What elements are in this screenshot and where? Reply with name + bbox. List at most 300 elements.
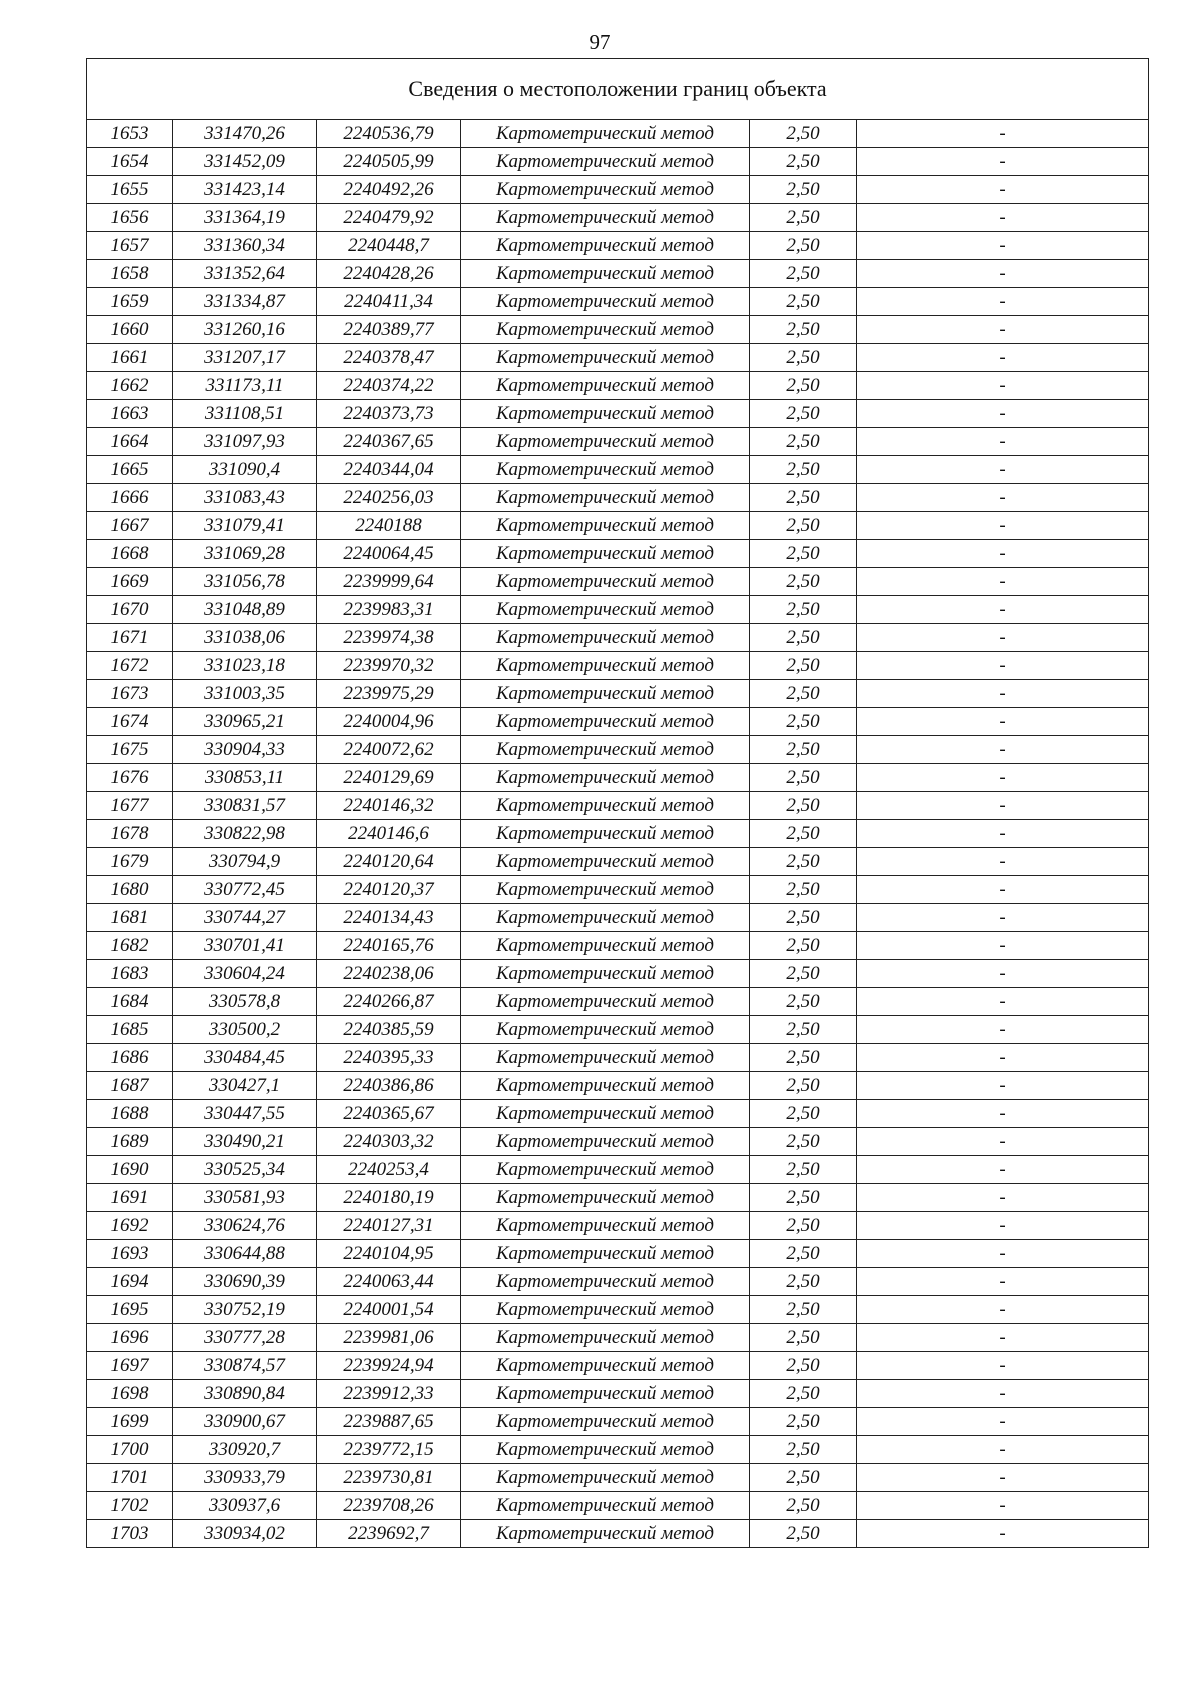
y-coordinate-cell: 2239887,65: [317, 1408, 461, 1436]
point-number-cell: 1700: [87, 1436, 173, 1464]
point-number-cell: 1654: [87, 148, 173, 176]
description-cell: -: [857, 820, 1149, 848]
point-number-cell: 1661: [87, 344, 173, 372]
point-number-cell: 1692: [87, 1212, 173, 1240]
description-cell: -: [857, 400, 1149, 428]
description-cell: -: [857, 540, 1149, 568]
x-coordinate-cell: 330690,39: [173, 1268, 317, 1296]
x-coordinate-cell: 331334,87: [173, 288, 317, 316]
x-coordinate-cell: 330933,79: [173, 1464, 317, 1492]
method-cell: Картометрический метод: [461, 1380, 750, 1408]
point-number-cell: 1701: [87, 1464, 173, 1492]
description-cell: -: [857, 288, 1149, 316]
method-cell: Картометрический метод: [461, 652, 750, 680]
method-cell: Картометрический метод: [461, 960, 750, 988]
description-cell: -: [857, 624, 1149, 652]
accuracy-cell: 2,50: [750, 1352, 857, 1380]
point-number-cell: 1683: [87, 960, 173, 988]
y-coordinate-cell: 2240104,95: [317, 1240, 461, 1268]
table-row: [87, 988, 1149, 1016]
method-cell: Картометрический метод: [461, 792, 750, 820]
method-cell: Картометрический метод: [461, 624, 750, 652]
table-row: [87, 540, 1149, 568]
y-coordinate-cell: 2240373,73: [317, 400, 461, 428]
y-coordinate-cell: 2240492,26: [317, 176, 461, 204]
method-cell: Картометрический метод: [461, 1268, 750, 1296]
method-cell: Картометрический метод: [461, 1520, 750, 1548]
y-coordinate-cell: 2240146,32: [317, 792, 461, 820]
point-number-cell: 1688: [87, 1100, 173, 1128]
point-number-cell: 1703: [87, 1520, 173, 1548]
table-row: [87, 1100, 1149, 1128]
accuracy-cell: 2,50: [750, 1408, 857, 1436]
y-coordinate-cell: 2240001,54: [317, 1296, 461, 1324]
x-coordinate-cell: 330904,33: [173, 736, 317, 764]
y-coordinate-cell: 2240389,77: [317, 316, 461, 344]
y-coordinate-cell: 2240386,86: [317, 1072, 461, 1100]
y-coordinate-cell: 2240146,6: [317, 820, 461, 848]
y-coordinate-cell: 2240344,04: [317, 456, 461, 484]
accuracy-cell: 2,50: [750, 904, 857, 932]
description-cell: -: [857, 484, 1149, 512]
y-coordinate-cell: 2240253,4: [317, 1156, 461, 1184]
method-cell: Картометрический метод: [461, 1492, 750, 1520]
table-row: [87, 1128, 1149, 1156]
accuracy-cell: 2,50: [750, 1128, 857, 1156]
x-coordinate-cell: 330581,93: [173, 1184, 317, 1212]
table-row: [87, 792, 1149, 820]
method-cell: Картометрический метод: [461, 1436, 750, 1464]
accuracy-cell: 2,50: [750, 372, 857, 400]
y-coordinate-cell: 2239692,7: [317, 1520, 461, 1548]
point-number-cell: 1687: [87, 1072, 173, 1100]
table-row: [87, 1044, 1149, 1072]
y-coordinate-cell: 2240385,59: [317, 1016, 461, 1044]
point-number-cell: 1696: [87, 1324, 173, 1352]
table-row: [87, 876, 1149, 904]
accuracy-cell: 2,50: [750, 1100, 857, 1128]
point-number-cell: 1666: [87, 484, 173, 512]
method-cell: Картометрический метод: [461, 540, 750, 568]
table-row: [87, 568, 1149, 596]
y-coordinate-cell: 2240303,32: [317, 1128, 461, 1156]
x-coordinate-cell: 330447,55: [173, 1100, 317, 1128]
y-coordinate-cell: 2240411,34: [317, 288, 461, 316]
table-row: [87, 400, 1149, 428]
table-row: [87, 176, 1149, 204]
method-cell: Картометрический метод: [461, 428, 750, 456]
x-coordinate-cell: 330794,9: [173, 848, 317, 876]
y-coordinate-cell: 2240256,03: [317, 484, 461, 512]
point-number-cell: 1675: [87, 736, 173, 764]
method-cell: Картометрический метод: [461, 176, 750, 204]
description-cell: -: [857, 512, 1149, 540]
table-row: [87, 652, 1149, 680]
description-cell: -: [857, 1044, 1149, 1072]
y-coordinate-cell: 2240120,37: [317, 876, 461, 904]
x-coordinate-cell: 331423,14: [173, 176, 317, 204]
table-row: [87, 1352, 1149, 1380]
y-coordinate-cell: 2240374,22: [317, 372, 461, 400]
x-coordinate-cell: 330900,67: [173, 1408, 317, 1436]
description-cell: -: [857, 1380, 1149, 1408]
description-cell: -: [857, 764, 1149, 792]
y-coordinate-cell: 2240448,7: [317, 232, 461, 260]
method-cell: Картометрический метод: [461, 148, 750, 176]
point-number-cell: 1655: [87, 176, 173, 204]
accuracy-cell: 2,50: [750, 932, 857, 960]
y-coordinate-cell: 2240365,67: [317, 1100, 461, 1128]
y-coordinate-cell: 2239708,26: [317, 1492, 461, 1520]
x-coordinate-cell: 331207,17: [173, 344, 317, 372]
table-row: [87, 260, 1149, 288]
y-coordinate-cell: 2240505,99: [317, 148, 461, 176]
method-cell: Картометрический метод: [461, 260, 750, 288]
x-coordinate-cell: 330934,02: [173, 1520, 317, 1548]
table-body: [87, 59, 1149, 1548]
y-coordinate-cell: 2239772,15: [317, 1436, 461, 1464]
accuracy-cell: 2,50: [750, 1436, 857, 1464]
table-row: [87, 624, 1149, 652]
x-coordinate-cell: 330874,57: [173, 1352, 317, 1380]
accuracy-cell: 2,50: [750, 1184, 857, 1212]
x-coordinate-cell: 330500,2: [173, 1016, 317, 1044]
y-coordinate-cell: 2239912,33: [317, 1380, 461, 1408]
accuracy-cell: 2,50: [750, 568, 857, 596]
accuracy-cell: 2,50: [750, 1268, 857, 1296]
method-cell: Картометрический метод: [461, 1464, 750, 1492]
y-coordinate-cell: 2239975,29: [317, 680, 461, 708]
x-coordinate-cell: 330644,88: [173, 1240, 317, 1268]
accuracy-cell: 2,50: [750, 400, 857, 428]
x-coordinate-cell: 331452,09: [173, 148, 317, 176]
method-cell: Картометрический метод: [461, 820, 750, 848]
table-row: [87, 848, 1149, 876]
description-cell: -: [857, 428, 1149, 456]
description-cell: -: [857, 960, 1149, 988]
method-cell: Картометрический метод: [461, 904, 750, 932]
accuracy-cell: 2,50: [750, 120, 857, 148]
description-cell: -: [857, 232, 1149, 260]
y-coordinate-cell: 2240188: [317, 512, 461, 540]
x-coordinate-cell: 331108,51: [173, 400, 317, 428]
method-cell: Картометрический метод: [461, 372, 750, 400]
table-row: [87, 344, 1149, 372]
description-cell: -: [857, 1128, 1149, 1156]
table-row: [87, 764, 1149, 792]
accuracy-cell: 2,50: [750, 1044, 857, 1072]
table-row: [87, 456, 1149, 484]
description-cell: -: [857, 876, 1149, 904]
accuracy-cell: 2,50: [750, 764, 857, 792]
table-row: [87, 120, 1149, 148]
y-coordinate-cell: 2240064,45: [317, 540, 461, 568]
description-cell: -: [857, 1324, 1149, 1352]
method-cell: Картометрический метод: [461, 1156, 750, 1184]
y-coordinate-cell: 2240072,62: [317, 736, 461, 764]
table-row: [87, 736, 1149, 764]
description-cell: -: [857, 988, 1149, 1016]
accuracy-cell: 2,50: [750, 1072, 857, 1100]
y-coordinate-cell: 2239924,94: [317, 1352, 461, 1380]
accuracy-cell: 2,50: [750, 624, 857, 652]
point-number-cell: 1673: [87, 680, 173, 708]
description-cell: -: [857, 792, 1149, 820]
accuracy-cell: 2,50: [750, 736, 857, 764]
y-coordinate-cell: 2240180,19: [317, 1184, 461, 1212]
description-cell: -: [857, 1212, 1149, 1240]
accuracy-cell: 2,50: [750, 204, 857, 232]
method-cell: Картометрический метод: [461, 848, 750, 876]
table-row: [87, 1492, 1149, 1520]
accuracy-cell: 2,50: [750, 988, 857, 1016]
accuracy-cell: 2,50: [750, 1520, 857, 1548]
point-number-cell: 1697: [87, 1352, 173, 1380]
description-cell: -: [857, 316, 1149, 344]
accuracy-cell: 2,50: [750, 232, 857, 260]
table-row: [87, 512, 1149, 540]
x-coordinate-cell: 331083,43: [173, 484, 317, 512]
y-coordinate-cell: 2240129,69: [317, 764, 461, 792]
table-row: [87, 708, 1149, 736]
method-cell: Картометрический метод: [461, 1352, 750, 1380]
x-coordinate-cell: 330427,1: [173, 1072, 317, 1100]
description-cell: -: [857, 344, 1149, 372]
method-cell: Картометрический метод: [461, 1016, 750, 1044]
table-row: [87, 1212, 1149, 1240]
y-coordinate-cell: 2239974,38: [317, 624, 461, 652]
description-cell: -: [857, 932, 1149, 960]
point-number-cell: 1669: [87, 568, 173, 596]
y-coordinate-cell: 2239983,31: [317, 596, 461, 624]
method-cell: Картометрический метод: [461, 876, 750, 904]
accuracy-cell: 2,50: [750, 652, 857, 680]
description-cell: -: [857, 1520, 1149, 1548]
table-row: [87, 288, 1149, 316]
accuracy-cell: 2,50: [750, 1016, 857, 1044]
table-row: [87, 1380, 1149, 1408]
accuracy-cell: 2,50: [750, 344, 857, 372]
table-row: [87, 960, 1149, 988]
method-cell: Картометрический метод: [461, 232, 750, 260]
method-cell: Картометрический метод: [461, 1128, 750, 1156]
accuracy-cell: 2,50: [750, 148, 857, 176]
method-cell: Картометрический метод: [461, 932, 750, 960]
y-coordinate-cell: 2239730,81: [317, 1464, 461, 1492]
x-coordinate-cell: 330604,24: [173, 960, 317, 988]
table-row: [87, 316, 1149, 344]
method-cell: Картометрический метод: [461, 316, 750, 344]
point-number-cell: 1691: [87, 1184, 173, 1212]
x-coordinate-cell: 331003,35: [173, 680, 317, 708]
point-number-cell: 1657: [87, 232, 173, 260]
description-cell: -: [857, 568, 1149, 596]
x-coordinate-cell: 330624,76: [173, 1212, 317, 1240]
y-coordinate-cell: 2240428,26: [317, 260, 461, 288]
method-cell: Картометрический метод: [461, 204, 750, 232]
table-row: [87, 1464, 1149, 1492]
x-coordinate-cell: 331023,18: [173, 652, 317, 680]
point-number-cell: 1689: [87, 1128, 173, 1156]
table-row: [87, 148, 1149, 176]
description-cell: -: [857, 596, 1149, 624]
table-row: [87, 1520, 1149, 1548]
point-number-cell: 1658: [87, 260, 173, 288]
x-coordinate-cell: 331097,93: [173, 428, 317, 456]
accuracy-cell: 2,50: [750, 1156, 857, 1184]
method-cell: Картометрический метод: [461, 736, 750, 764]
point-number-cell: 1660: [87, 316, 173, 344]
x-coordinate-cell: 330490,21: [173, 1128, 317, 1156]
accuracy-cell: 2,50: [750, 428, 857, 456]
table-row: [87, 204, 1149, 232]
point-number-cell: 1690: [87, 1156, 173, 1184]
point-number-cell: 1682: [87, 932, 173, 960]
x-coordinate-cell: 331352,64: [173, 260, 317, 288]
x-coordinate-cell: 330853,11: [173, 764, 317, 792]
x-coordinate-cell: 330484,45: [173, 1044, 317, 1072]
point-number-cell: 1665: [87, 456, 173, 484]
x-coordinate-cell: 330822,98: [173, 820, 317, 848]
method-cell: Картометрический метод: [461, 400, 750, 428]
accuracy-cell: 2,50: [750, 1324, 857, 1352]
point-number-cell: 1678: [87, 820, 173, 848]
y-coordinate-cell: 2240063,44: [317, 1268, 461, 1296]
accuracy-cell: 2,50: [750, 288, 857, 316]
table-title-row: [87, 59, 1149, 120]
point-number-cell: 1677: [87, 792, 173, 820]
x-coordinate-cell: 330752,19: [173, 1296, 317, 1324]
table-row: [87, 820, 1149, 848]
x-coordinate-cell: 330744,27: [173, 904, 317, 932]
method-cell: Картометрический метод: [461, 512, 750, 540]
description-cell: -: [857, 904, 1149, 932]
x-coordinate-cell: 330937,6: [173, 1492, 317, 1520]
description-cell: -: [857, 1156, 1149, 1184]
method-cell: Картометрический метод: [461, 1324, 750, 1352]
description-cell: -: [857, 260, 1149, 288]
accuracy-cell: 2,50: [750, 680, 857, 708]
point-number-cell: 1672: [87, 652, 173, 680]
table-row: [87, 904, 1149, 932]
y-coordinate-cell: 2240120,64: [317, 848, 461, 876]
point-number-cell: 1680: [87, 876, 173, 904]
description-cell: -: [857, 456, 1149, 484]
accuracy-cell: 2,50: [750, 792, 857, 820]
x-coordinate-cell: 330701,41: [173, 932, 317, 960]
description-cell: -: [857, 1100, 1149, 1128]
y-coordinate-cell: 2240395,33: [317, 1044, 461, 1072]
description-cell: -: [857, 1268, 1149, 1296]
method-cell: Картометрический метод: [461, 1072, 750, 1100]
accuracy-cell: 2,50: [750, 1464, 857, 1492]
point-number-cell: 1668: [87, 540, 173, 568]
x-coordinate-cell: 330965,21: [173, 708, 317, 736]
point-number-cell: 1685: [87, 1016, 173, 1044]
accuracy-cell: 2,50: [750, 1212, 857, 1240]
x-coordinate-cell: 331360,34: [173, 232, 317, 260]
x-coordinate-cell: 330525,34: [173, 1156, 317, 1184]
method-cell: Картометрический метод: [461, 484, 750, 512]
boundary-coordinates-table: [86, 58, 1149, 1548]
accuracy-cell: 2,50: [750, 456, 857, 484]
point-number-cell: 1653: [87, 120, 173, 148]
description-cell: -: [857, 1408, 1149, 1436]
method-cell: Картометрический метод: [461, 1184, 750, 1212]
x-coordinate-cell: 330772,45: [173, 876, 317, 904]
method-cell: Картометрический метод: [461, 596, 750, 624]
method-cell: Картометрический метод: [461, 1044, 750, 1072]
table-row: [87, 428, 1149, 456]
accuracy-cell: 2,50: [750, 540, 857, 568]
accuracy-cell: 2,50: [750, 316, 857, 344]
point-number-cell: 1699: [87, 1408, 173, 1436]
y-coordinate-cell: 2239970,32: [317, 652, 461, 680]
x-coordinate-cell: 330578,8: [173, 988, 317, 1016]
accuracy-cell: 2,50: [750, 1492, 857, 1520]
x-coordinate-cell: 331056,78: [173, 568, 317, 596]
point-number-cell: 1674: [87, 708, 173, 736]
x-coordinate-cell: 331048,89: [173, 596, 317, 624]
y-coordinate-cell: 2240127,31: [317, 1212, 461, 1240]
table-row: [87, 484, 1149, 512]
accuracy-cell: 2,50: [750, 1380, 857, 1408]
x-coordinate-cell: 331260,16: [173, 316, 317, 344]
y-coordinate-cell: 2240266,87: [317, 988, 461, 1016]
table-row: [87, 1072, 1149, 1100]
table-row: [87, 1296, 1149, 1324]
table-title: Сведения о местоположении границ объекта: [87, 59, 1149, 120]
y-coordinate-cell: 2240134,43: [317, 904, 461, 932]
method-cell: Картометрический метод: [461, 680, 750, 708]
y-coordinate-cell: 2240378,47: [317, 344, 461, 372]
point-number-cell: 1681: [87, 904, 173, 932]
point-number-cell: 1670: [87, 596, 173, 624]
description-cell: -: [857, 1492, 1149, 1520]
table-row: [87, 1156, 1149, 1184]
table-row: [87, 1268, 1149, 1296]
y-coordinate-cell: 2239999,64: [317, 568, 461, 596]
point-number-cell: 1684: [87, 988, 173, 1016]
method-cell: Картометрический метод: [461, 1240, 750, 1268]
description-cell: -: [857, 680, 1149, 708]
y-coordinate-cell: 2240536,79: [317, 120, 461, 148]
method-cell: Картометрический метод: [461, 1212, 750, 1240]
method-cell: Картометрический метод: [461, 1408, 750, 1436]
y-coordinate-cell: 2240004,96: [317, 708, 461, 736]
description-cell: -: [857, 1240, 1149, 1268]
x-coordinate-cell: 330777,28: [173, 1324, 317, 1352]
x-coordinate-cell: 331470,26: [173, 120, 317, 148]
description-cell: -: [857, 176, 1149, 204]
accuracy-cell: 2,50: [750, 176, 857, 204]
accuracy-cell: 2,50: [750, 1296, 857, 1324]
description-cell: -: [857, 1296, 1149, 1324]
method-cell: Картометрический метод: [461, 988, 750, 1016]
method-cell: Картометрический метод: [461, 1296, 750, 1324]
accuracy-cell: 2,50: [750, 1240, 857, 1268]
x-coordinate-cell: 331090,4: [173, 456, 317, 484]
description-cell: -: [857, 204, 1149, 232]
description-cell: -: [857, 1072, 1149, 1100]
description-cell: -: [857, 1184, 1149, 1212]
point-number-cell: 1662: [87, 372, 173, 400]
method-cell: Картометрический метод: [461, 344, 750, 372]
method-cell: Картометрический метод: [461, 120, 750, 148]
x-coordinate-cell: 331069,28: [173, 540, 317, 568]
method-cell: Картометрический метод: [461, 456, 750, 484]
description-cell: -: [857, 1436, 1149, 1464]
